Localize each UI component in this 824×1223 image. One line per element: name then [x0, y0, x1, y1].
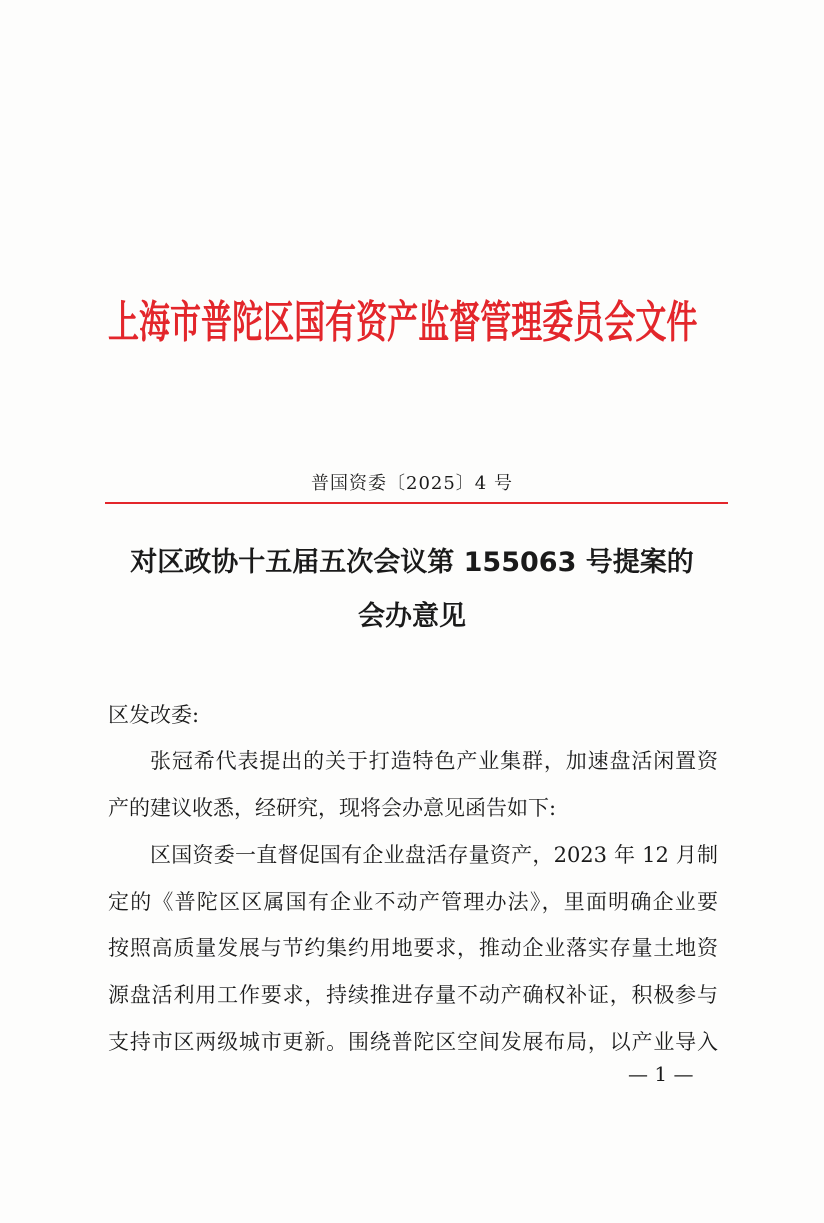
body-line: 支持市区两级城市更新。围绕普陀区空间发展布局，以产业导入: [108, 1030, 718, 1054]
red-divider-line: [105, 502, 728, 504]
body-line: 区国资委一直督促国有企业盘活存量资产，2023 年 12 月制: [150, 843, 718, 867]
issuer-title: 上海市普陀区国有资产监督管理委员会文件: [108, 297, 698, 348]
body-line: 定的《普陀区区属国有企业不动产管理办法》，里面明确企业要: [108, 890, 718, 914]
document-heading-line-1: 对区政协十五届五次会议第 155063 号提案的: [130, 547, 694, 578]
body-line: 源盘活利用工作要求，持续推进存量不动产确权补证，积极参与: [108, 983, 718, 1007]
page-number: — 1 —: [628, 1062, 694, 1086]
body-line: 产的建议收悉，经研究，现将会办意见函告如下:: [108, 796, 557, 820]
body-line: 张冠希代表提出的关于打造特色产业集群，加速盘活闲置资: [150, 749, 718, 773]
document-heading-line-2: 会办意见: [358, 601, 466, 632]
salutation: 区发改委:: [108, 703, 200, 727]
document-number: 普国资委〔2025〕4 号: [311, 473, 513, 494]
body-line: 按照高质量发展与节约集约用地要求，推动企业落实存量土地资: [108, 936, 718, 960]
